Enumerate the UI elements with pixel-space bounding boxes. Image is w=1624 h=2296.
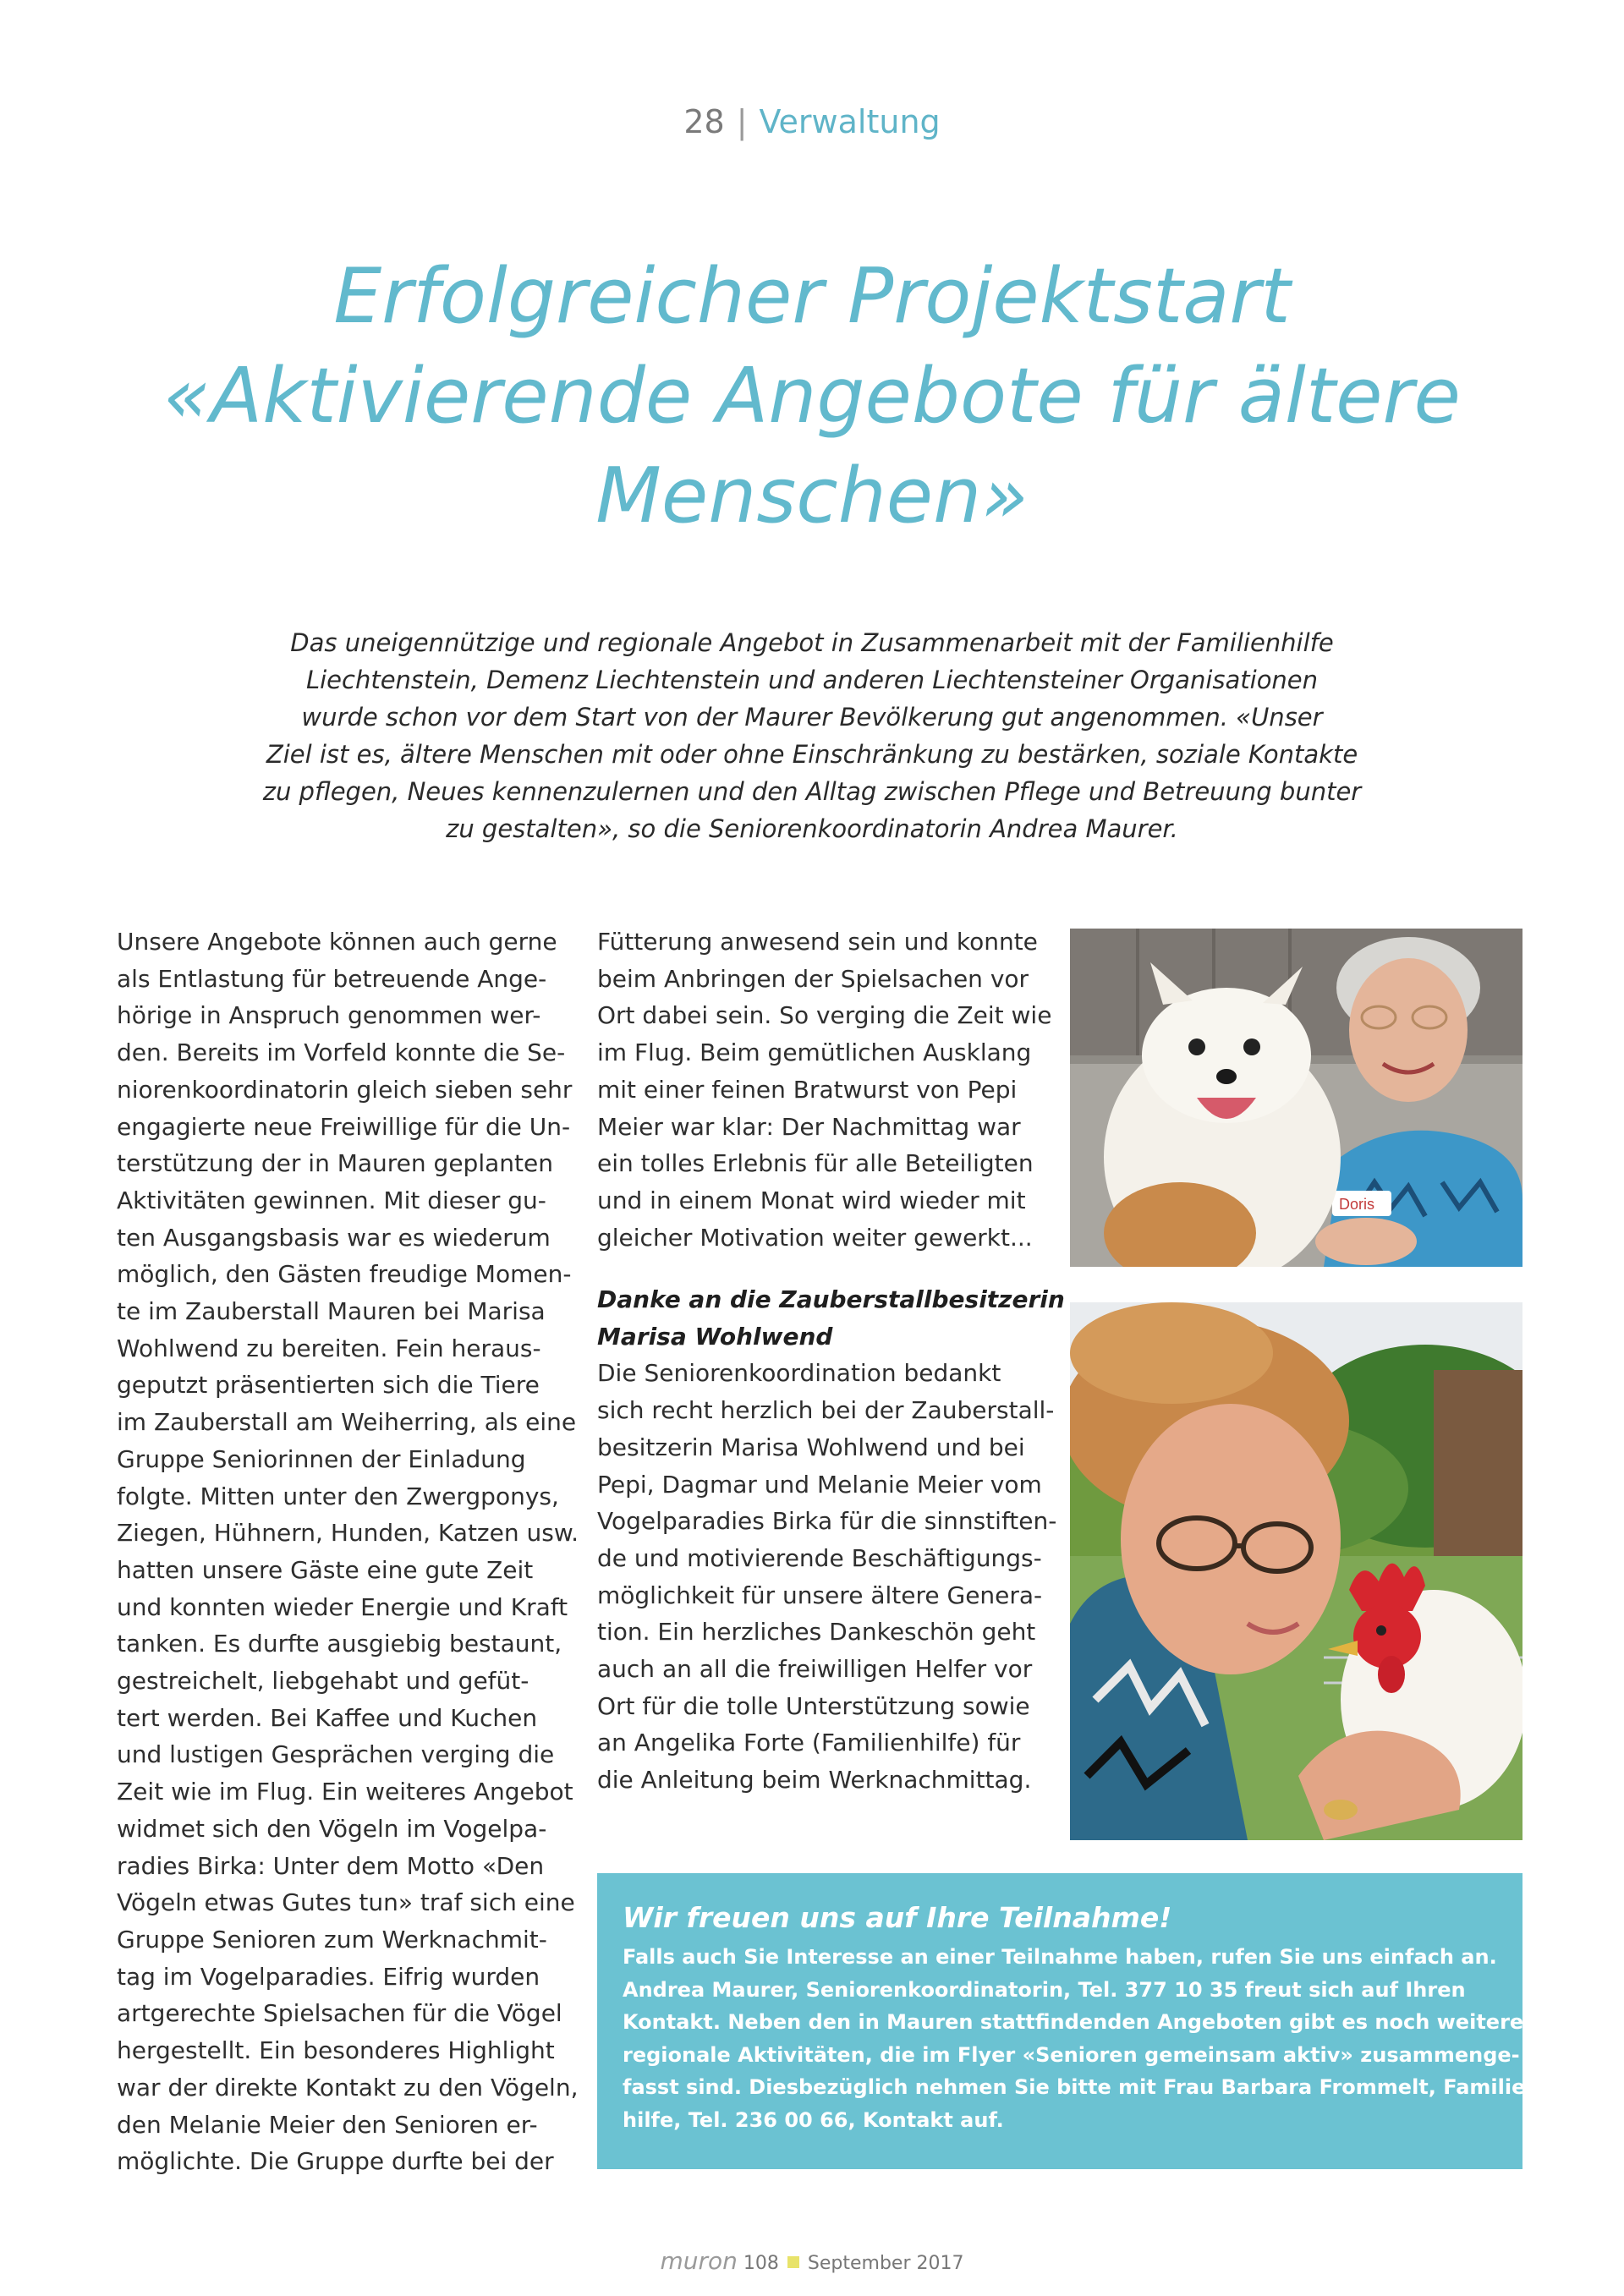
article-left-column [117,923,579,2180]
info-box-line: Falls auch Sie Interesse an einer Teilnahme haben, rufen Sie uns einfach an. [623,1945,1497,1969]
article-headline [135,247,1489,546]
body-line: möglichte. Die Gruppe durfte bei der [117,2147,554,2176]
body-line: Gruppe Senioren zum Werknachmit- [117,1925,547,1954]
photo-woman-with-hen [1070,1302,1522,1840]
info-box-line: fasst sind. Diesbezüglich nehmen Sie bitte mit Frau Barbara Frommelt, Familien- [623,2075,1549,2099]
info-box-body [623,1941,1549,2136]
body-line: Unsere Angebote können auch gerne [117,928,557,956]
body-line: mit einer feinen Bratwurst von Pepi [597,1075,1018,1104]
issue-date: September 2017 [807,2253,964,2274]
body-line: die Anleitung beim Werknachmittag. [597,1766,1032,1795]
body-line: im Flug. Beim gemütlichen Ausklang [597,1038,1032,1067]
lead-line: Liechtenstein, Demenz Liechtenstein und anderen Liechtensteiner Organisationen [305,666,1319,694]
subheading-line: Marisa Wohlwend [597,1322,833,1351]
page-header [0,98,1624,145]
body-line: Vögeln etwas Gutes tun» traf sich eine [117,1888,575,1917]
body-line: im Zauberstall am Weiherring, als eine [117,1408,577,1437]
body-line: Die Seniorenkoordination bedankt [597,1359,1001,1388]
body-line: tanken. Es durfte ausgiebig bestaunt, [117,1630,562,1658]
body-line: Wohlwend zu bereiten. Fein heraus- [117,1334,541,1362]
body-line: niorenkoordinatorin gleich sieben sehr [117,1075,573,1104]
photo-woman-with-dog-image [1070,929,1522,1267]
body-line: den. Bereits im Vorfeld konnte die Se- [117,1038,566,1067]
thanks-section [597,1281,1065,1799]
body-line: artgerechte Spielsachen für die Vögel [117,1999,562,2028]
body-line: als Entlastung für betreuende Ange- [117,964,547,993]
body-line: und lustigen Gesprächen verging die [117,1740,555,1769]
info-box-title: Wir freuen uns auf Ihre Teilnahme! [623,1901,1172,1934]
body-line: radies Birka: Unter dem Motto «Den [117,1851,545,1880]
body-line: hergestellt. Ein besonderes Highlight [117,2036,555,2065]
name-badge: Doris [1339,1196,1375,1213]
body-line: tag im Vogelparadies. Eifrig wurden [117,1962,540,1991]
body-line: Zeit wie im Flug. Ein weiteres Angebot [117,1778,573,1806]
article-lead [237,624,1387,847]
body-line: ein tolles Erlebnis für alle Beteiligten [597,1149,1034,1178]
photo-woman-with-hen-image [1070,1302,1522,1840]
info-box-line: regionale Aktivitäten, die im Flyer «Senioren gemeinsam aktiv» zusammenge- [623,2042,1520,2067]
lead-line: wurde schon vor dem Start von der Maurer Bevölkerung gut angenommen. «Unser [301,703,1323,732]
body-line: Aktivitäten gewinnen. Mit dieser gu- [117,1186,546,1214]
body-line: ten Ausgangsbasis war es wiederum [117,1223,551,1252]
info-box [597,1873,1549,2169]
info-box-line: hilfe, Tel. 236 00 66, Kontakt auf. [623,2107,1004,2132]
body-line: den Melanie Meier den Senioren er- [117,2110,538,2139]
body-line: engagierte neue Freiwillige für die Un- [117,1112,571,1141]
headline-line: Erfolgreicher Projektstart [333,252,1291,341]
footer-square-icon [787,2256,799,2268]
page-number: 28 [683,103,725,140]
body-line: Ort für die tolle Unterstützung sowie [597,1691,1030,1720]
article-middle-column [597,923,1052,1256]
body-line: Pepi, Dagmar und Melanie Meier vom [597,1470,1042,1499]
body-line: widmet sich den Vögeln im Vogelpa- [117,1814,547,1843]
body-line: terstützung der in Mauren geplanten [117,1149,553,1178]
lead-line: Das uneigennützige und regionale Angebot in Zusammenarbeit mit der Familienhilfe [290,628,1334,657]
body-line: und in einem Monat wird wieder mit [597,1186,1026,1214]
info-box-line: Andrea Maurer, Seniorenkoordinatorin, Tel. 377 10 35 freut sich auf Ihren [623,1977,1466,2002]
headline-line: «Aktivierende Angebote für ältere [163,352,1461,441]
headline-line: Menschen» [595,452,1029,540]
body-line: te im Zauberstall Mauren bei Marisa [117,1297,546,1326]
body-line: beim Anbringen der Spielsachen vor [597,964,1029,993]
body-line: gestreichelt, liebgehabt und gefüt- [117,1667,529,1696]
body-line: geputzt präsentierten sich die Tiere [117,1371,540,1400]
body-line: Vogelparadies Birka für die sinnstiften- [597,1507,1057,1536]
body-line: war der direkte Kontakt zu den Vögeln, [117,2073,579,2101]
subheading-line: Danke an die Zauberstallbesitzerin [597,1285,1065,1313]
body-line: hörige in Anspruch genommen wer- [117,1001,541,1030]
lead-line: zu gestalten», so die Seniorenkoordinatorin Andrea Maurer. [446,814,1178,843]
body-line: und konnten wieder Energie und Kraft [117,1592,568,1621]
body-line: Meier war klar: Der Nachmittag war [597,1112,1021,1141]
body-line: besitzerin Marisa Wohlwend und bei [597,1433,1025,1461]
body-line: auch an all die freiwilligen Helfer vor [597,1655,1033,1684]
body-line: gleicher Motivation weiter gewerkt... [597,1223,1033,1252]
body-line: folgte. Mitten unter den Zwergponys, [117,1482,559,1510]
body-line: hatten unsere Gäste eine gute Zeit [117,1555,534,1584]
body-line: möglichkeit für unsere ältere Genera- [597,1581,1043,1609]
body-line: Fütterung anwesend sein und konnte [597,928,1038,956]
body-line: an Angelika Forte (Familienhilfe) für [597,1729,1021,1757]
body-line: Gruppe Seniorinnen der Einladung [117,1444,526,1473]
header-separator: | [736,103,748,140]
section-name: Verwaltung [759,103,941,140]
body-line: tion. Ein herzliches Dankeschön geht [597,1618,1036,1647]
body-line: de und motivierende Beschäftigungs- [597,1543,1042,1572]
info-box-line: Kontakt. Neben den in Mauren stattfindenden Angeboten gibt es noch weitere [623,2010,1524,2034]
body-line: Ort dabei sein. So verging die Zeit wie [597,1001,1052,1030]
lead-line: zu pflegen, Neues kennenzulernen und den Alltag zwischen Pflege und Betreuung bunter [262,777,1362,806]
body-line: tert werden. Bei Kaffee und Kuchen [117,1703,538,1732]
issue-number: 108 [743,2253,779,2274]
page-footer [0,2244,1624,2281]
body-line: Ziegen, Hühnern, Hunden, Katzen usw. [117,1519,579,1548]
body-line: sich recht herzlich bei der Zauberstall- [597,1396,1055,1425]
lead-line: Ziel ist es, ältere Menschen mit oder ohne Einschränkung zu bestärken, soziale Kontakte [266,740,1358,769]
photo-woman-with-dog [1070,929,1522,1267]
body-line: möglich, den Gästen freudige Momen- [117,1260,572,1289]
magazine-brand: muron [660,2247,738,2275]
